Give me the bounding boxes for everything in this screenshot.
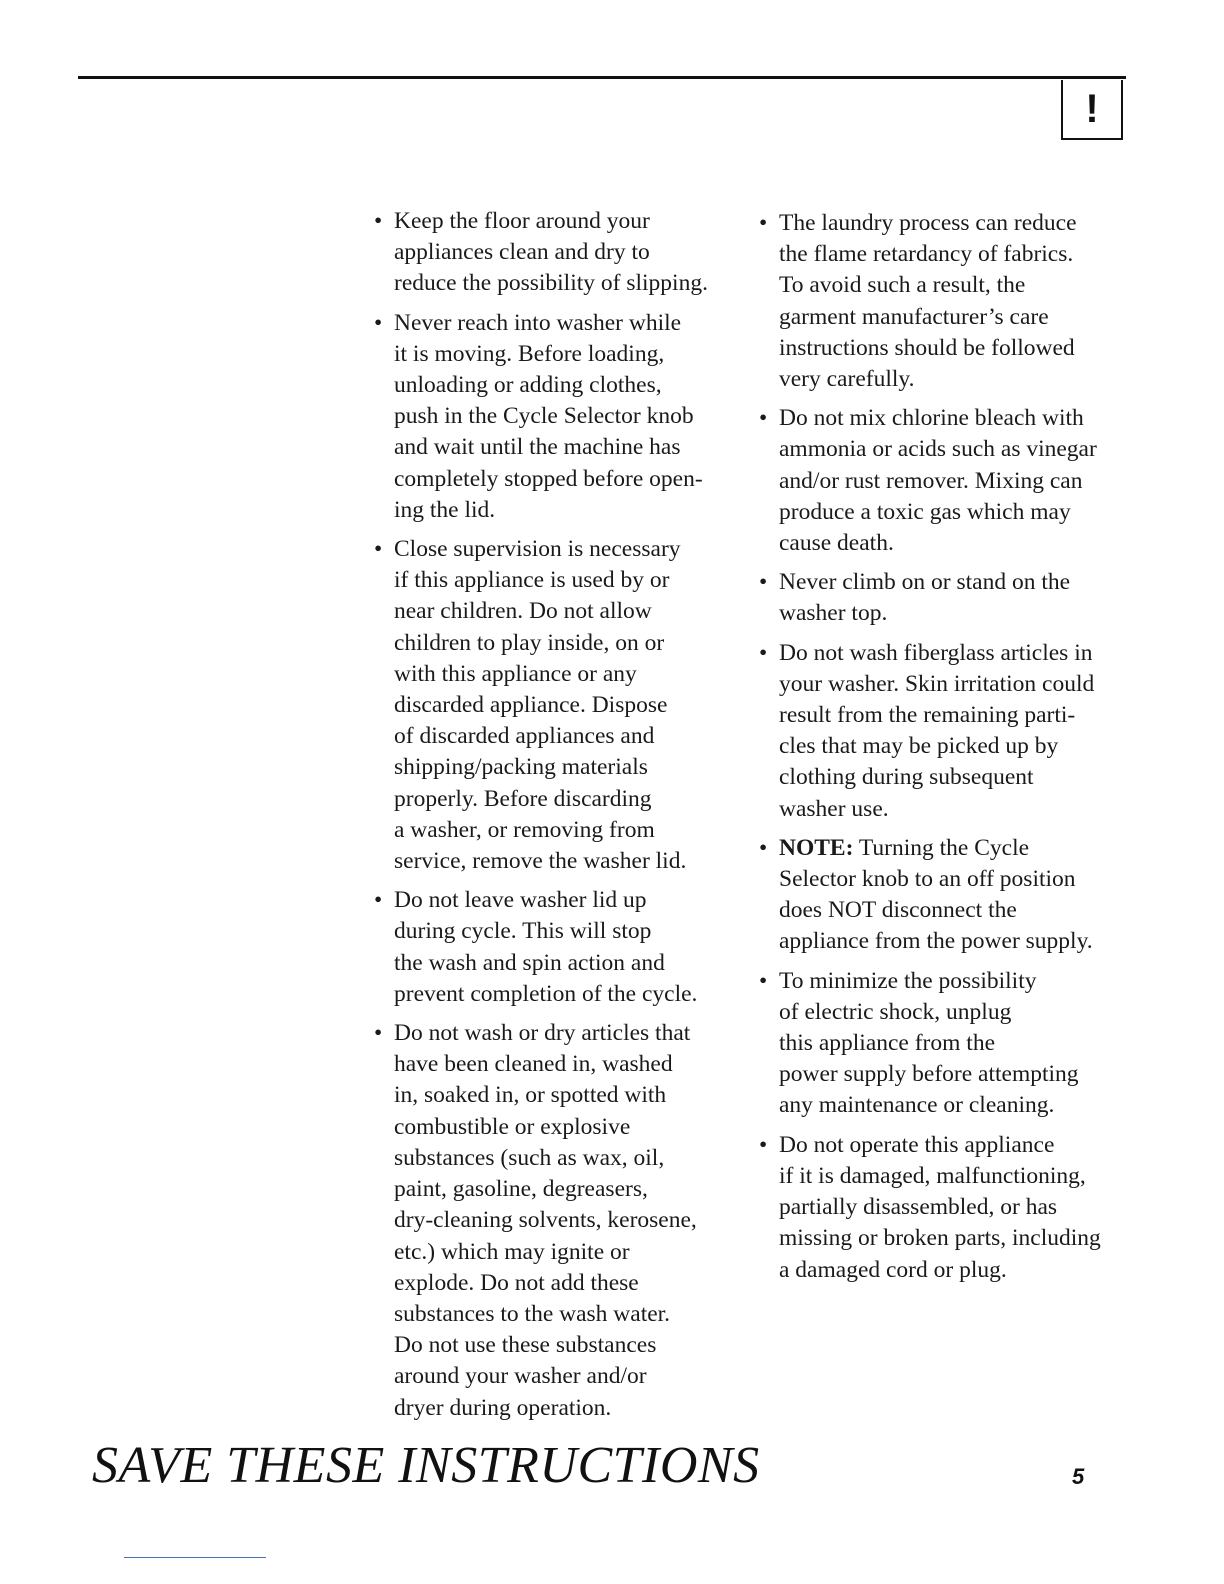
page-number: 5: [1072, 1464, 1085, 1489]
list-item-text: Do not operate this appliance if it is damaged, malfunctioning, partially disassembled, or has missing or broken parts, including a damaged cord or plug.: [779, 1131, 1101, 1283]
note-item: [759, 833, 1129, 958]
list-item-text: The laundry process can reduce the flame retardancy of fabrics. To avoid such a result, the garment manufacturer’s care instructions should be followed very carefully.: [779, 210, 1077, 393]
bullet-icon: •: [759, 569, 768, 596]
bottom-rule: [124, 1557, 266, 1558]
list-item: [759, 208, 1129, 395]
bullet-icon: •: [759, 210, 768, 236]
bullet-icon: •: [759, 967, 768, 994]
bullet-icon: •: [374, 309, 383, 336]
exclamation-icon: !: [1085, 87, 1099, 131]
bullet-icon: •: [759, 405, 768, 432]
warning-box: [1061, 80, 1123, 140]
list-item: [759, 638, 1129, 825]
list-item: [374, 308, 734, 526]
save-instructions-heading: SAVE THESE INSTRUCTIONS: [92, 1437, 760, 1494]
list-item-text: Do not wash fiberglass articles in your washer. Skin irritation could result from the remaining parti- cles that may be picked up by clothing during subsequent washer use.: [779, 639, 1095, 822]
note-text: [779, 835, 1093, 955]
right-column: [759, 208, 1129, 1294]
bullet-icon: •: [374, 208, 383, 234]
list-item-text: Keep the floor around your appliances clean and dry to reduce the possibility of slipping.: [394, 208, 708, 297]
list-item-text: To minimize the possibility of electric shock, unplug this appliance from the power supply before attempting any maintenance or cleaning.: [779, 967, 1079, 1119]
left-column: [374, 206, 734, 1432]
list-item-text: Never reach into washer while it is moving. Before loading, unloading or adding clothes, push in the Cycle Selector knob and wait until the machine has completely stopped before open- ing the lid.: [394, 309, 703, 523]
note-body: Turning the Cycle Selector knob to an off position does NOT disconnect the appliance from the power supply.: [779, 834, 1093, 955]
bullet-icon: •: [374, 887, 383, 914]
list-item: [374, 885, 734, 1010]
note-label: NOTE:: [779, 834, 854, 861]
list-item: [759, 1130, 1129, 1286]
list-item: [374, 206, 734, 300]
list-item-text: Close supervision is necessary if this appliance is used by or near children. Do not allow children to play inside, on or with this appliance or any discarded appliance. Dispose of discarded appliances and shipping/packing materials properly. Before discarding a washer, or removing from service, remove the washer lid.: [394, 536, 687, 875]
list-item: [759, 567, 1129, 629]
list-item: [759, 966, 1129, 1122]
bullet-icon: •: [759, 1131, 768, 1158]
list-item-text: Do not leave washer lid up during cycle. This will stop the wash and spin action and prevent completion of the cycle.: [394, 887, 698, 1007]
list-item: [759, 403, 1129, 559]
bullet-icon: •: [759, 639, 768, 666]
bullet-icon: •: [374, 1020, 383, 1047]
bullet-icon: •: [374, 536, 383, 563]
list-item-text: Never climb on or stand on the washer top.: [779, 569, 1071, 627]
bullet-icon: •: [759, 834, 768, 861]
list-item-text: Do not mix chlorine bleach with ammonia or acids such as vinegar and/or rust remover. Mixing can produce a toxic gas which may cause death.: [779, 405, 1097, 557]
list-item: [374, 1018, 734, 1424]
list-item-text: Do not wash or dry articles that have been cleaned in, washed in, soaked in, or spotted with combustible or explosive substances (such as wax, oil, paint, gasoline, degreasers, dry-cleaning solvents, kerosene, etc.) which may ignite or explode. Do not add these substances to the wash water. Do not use these substances around your washer and/or dryer during operation.: [394, 1020, 697, 1421]
list-item: [374, 534, 734, 877]
top-rule: [78, 76, 1126, 79]
right-bullet-list: [759, 208, 1129, 1286]
left-bullet-list: [374, 206, 734, 1424]
